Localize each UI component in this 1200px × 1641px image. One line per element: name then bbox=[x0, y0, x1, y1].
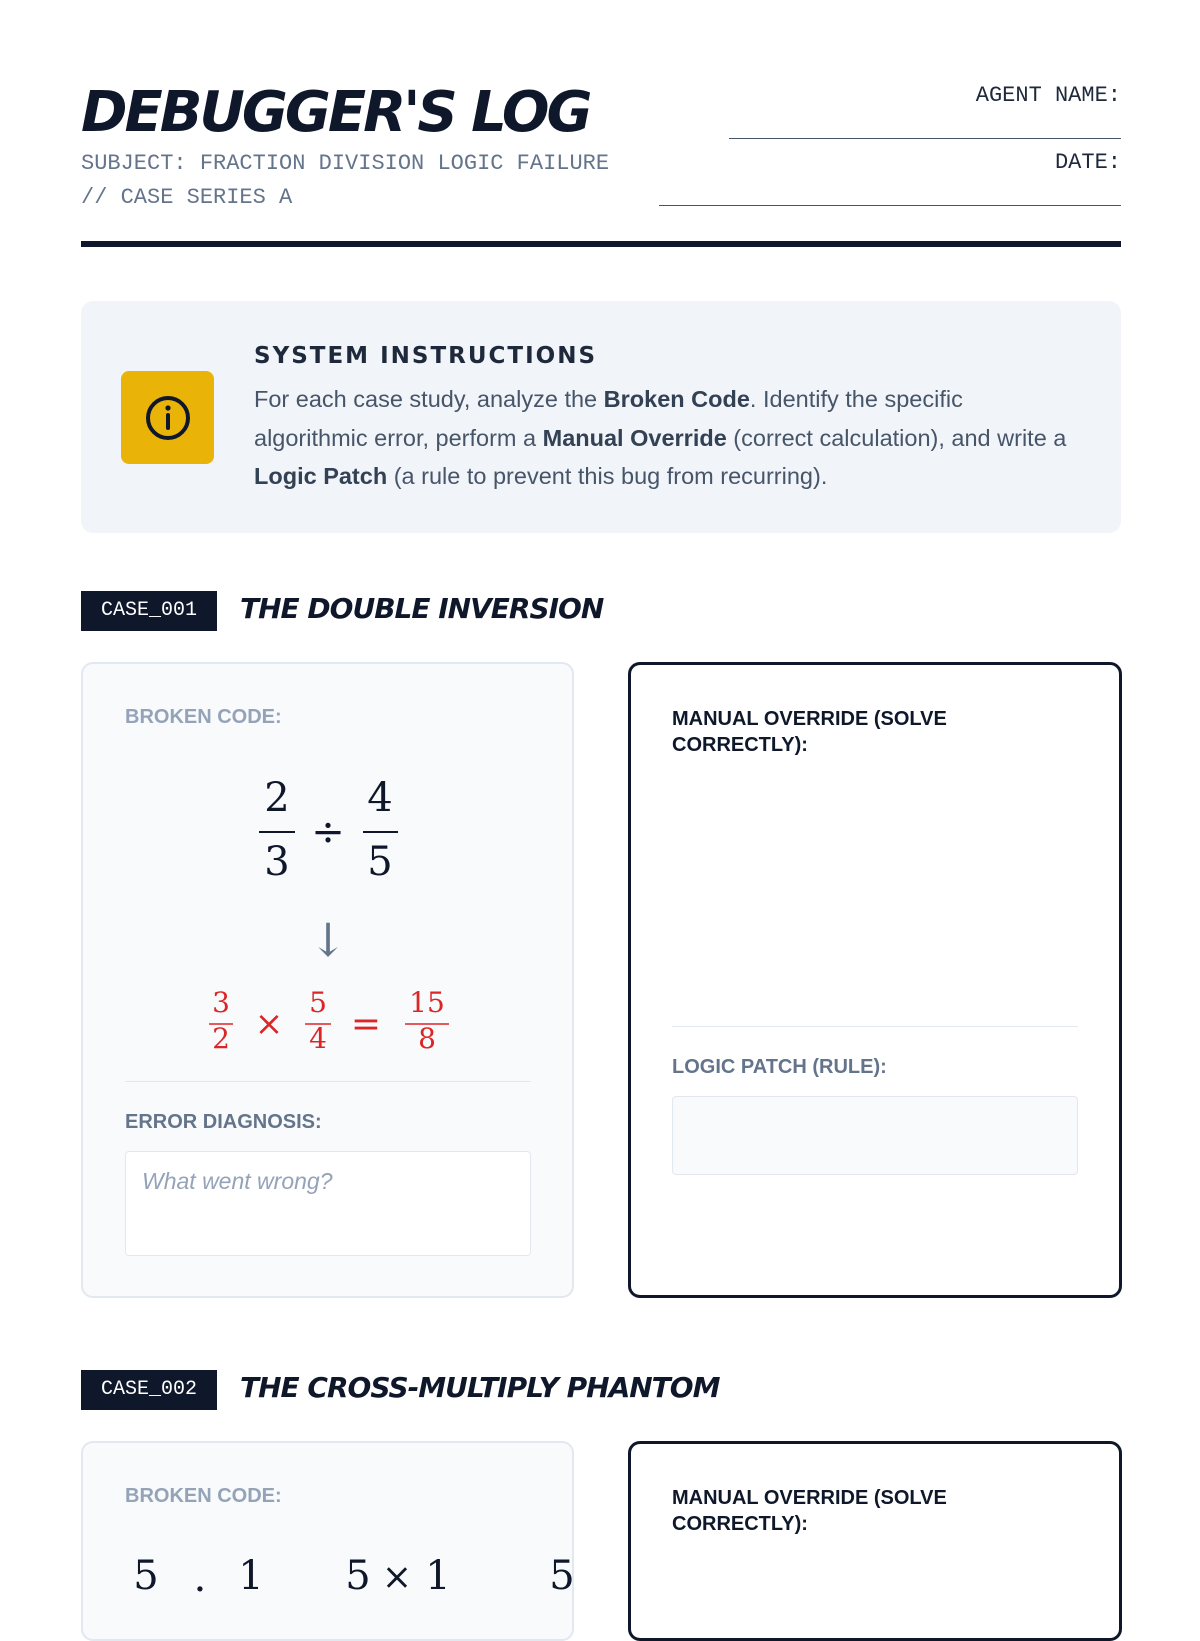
broken-code-label: BROKEN CODE: bbox=[125, 706, 282, 728]
problem-numerator-a: 5 bbox=[133, 1553, 159, 1599]
manual-override-card bbox=[628, 1441, 1122, 1641]
problem-numerator-a: 2 bbox=[264, 775, 290, 821]
logic-patch-input[interactable] bbox=[672, 1096, 1078, 1175]
division-sign: ÷ bbox=[311, 809, 345, 855]
wrong-numerator-b: 5 bbox=[309, 986, 327, 1019]
error-diagnosis-input[interactable] bbox=[125, 1151, 531, 1256]
problem-numerator-b: 1 bbox=[238, 1553, 264, 1599]
wrong-denominator-b: 4 bbox=[309, 1022, 327, 1055]
page-header bbox=[81, 60, 1121, 247]
error-diagnosis-label: ERROR DIAGNOSIS: bbox=[125, 1111, 322, 1133]
case-tag: CASE_001 bbox=[81, 591, 217, 631]
wrong-result-denominator: 8 bbox=[418, 1022, 436, 1055]
mid-numerator-left: 5 bbox=[345, 1553, 371, 1599]
broken-code-card bbox=[81, 662, 574, 1298]
multiply-sign: × bbox=[254, 1004, 284, 1044]
broken-code-label: BROKEN CODE: bbox=[125, 1485, 282, 1507]
problem-numerator-b: 4 bbox=[367, 775, 393, 821]
date-label: DATE: bbox=[1054, 150, 1121, 175]
result-numerator: 5 bbox=[549, 1553, 575, 1599]
wrong-result-numerator: 15 bbox=[409, 986, 445, 1019]
manual-override-workspace[interactable] bbox=[672, 765, 1078, 1015]
case-title: THE DOUBLE INVERSION bbox=[240, 592, 604, 625]
case-tag: CASE_002 bbox=[81, 1370, 217, 1410]
manual-override-label: MANUAL OVERRIDE (SOLVE CORRECTLY): bbox=[672, 1487, 947, 1535]
broken-code-card bbox=[81, 1441, 574, 1641]
page-title: DEBUGGER'S LOG bbox=[81, 80, 590, 145]
wrong-denominator-a: 2 bbox=[212, 1022, 230, 1055]
multiply-sign: × bbox=[381, 1557, 413, 1598]
subject-block bbox=[81, 147, 609, 215]
manual-override-card bbox=[628, 662, 1122, 1298]
series-line: // CASE SERIES A bbox=[81, 185, 293, 210]
date-field[interactable] bbox=[659, 205, 1121, 206]
error-diagnosis-placeholder: What went wrong? bbox=[142, 1168, 333, 1194]
problem-expression bbox=[83, 1443, 575, 1613]
down-arrow-icon: ↓ bbox=[308, 913, 348, 967]
problem-denominator-a: 3 bbox=[264, 839, 290, 885]
agent-name-label: AGENT NAME: bbox=[975, 83, 1121, 108]
instructions-text: For each case study, analyze the Broken Code. Identify the specific algorithmic error, perform a Manual Override (correct calculation), and write a Logic Patch (a rule to prevent this bug from recurring). bbox=[254, 386, 1067, 489]
wrong-numerator-a: 3 bbox=[212, 986, 230, 1019]
svg-text:·: · bbox=[193, 1567, 207, 1613]
case-title: THE CROSS-MULTIPLY PHANTOM bbox=[240, 1371, 720, 1404]
override-divider bbox=[672, 1026, 1078, 1027]
info-icon bbox=[121, 371, 214, 464]
problem-expression bbox=[83, 664, 572, 994]
manual-override-label: MANUAL OVERRIDE (SOLVE CORRECTLY): bbox=[672, 708, 947, 756]
logic-patch-label: LOGIC PATCH (RULE): bbox=[672, 1056, 887, 1078]
card-divider bbox=[125, 1081, 531, 1082]
instructions-panel bbox=[81, 301, 1121, 533]
equals-sign: = bbox=[350, 1004, 382, 1045]
instructions-title: SYSTEM INSTRUCTIONS bbox=[254, 343, 598, 369]
subject-line: SUBJECT: FRACTION DIVISION LOGIC FAILURE bbox=[81, 151, 610, 176]
agent-name-field[interactable] bbox=[729, 138, 1121, 139]
mid-numerator-right: 1 bbox=[425, 1553, 451, 1599]
wrong-work-expression bbox=[83, 979, 572, 1069]
problem-denominator-b: 5 bbox=[367, 839, 393, 885]
